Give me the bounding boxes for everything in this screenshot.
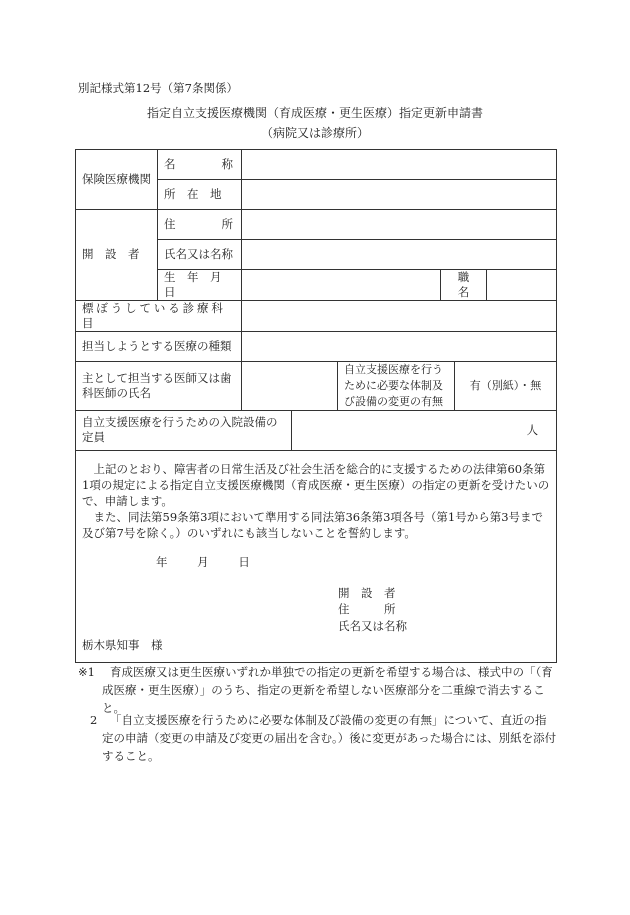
founder-position-label: 職 名 [441, 270, 487, 301]
founder-dob-field[interactable] [242, 270, 441, 301]
founder-name-field[interactable] [242, 240, 557, 270]
institution-name-field[interactable] [242, 150, 557, 180]
declaration-paragraph-1: 上記のとおり、障害者の日常生活及び社会生活を総合的に支援するための法律第60条第1項の規定による指定自立支援医療機関（育成医療・更生医療）の指定の更新を受けたいので、申請します。 [82, 461, 550, 508]
system-change-value[interactable]: 有（別紙）・無 [455, 361, 557, 410]
date-line[interactable] [156, 555, 276, 570]
note-2-mark: 2 [90, 713, 98, 727]
date-month: 月 [197, 554, 209, 569]
founder-name-label: 氏名又は名称 [158, 240, 242, 270]
system-change-label: 自立支援医療を行うために必要な体制及び設備の変更の有無 [338, 361, 455, 410]
applicant-address-label: 住 所 [338, 602, 396, 617]
applicant-name-label: 氏名又は名称 [338, 619, 407, 634]
institution-name-label: 名 称 [158, 150, 242, 180]
declaration-cell [76, 450, 557, 662]
founder-label: 開 設 者 [76, 210, 158, 301]
beds-unit: 人 [526, 422, 539, 437]
founder-address-label: 住 所 [158, 210, 242, 240]
medical-types-field[interactable] [242, 331, 557, 361]
doctor-field[interactable] [242, 361, 338, 410]
institution-address-field[interactable] [242, 180, 557, 210]
note-1 [78, 664, 558, 715]
note-2 [78, 712, 558, 763]
medical-types-label: 担当しようとする医療の種類 [76, 331, 242, 361]
institution-address-label: 所 在 地 [158, 180, 242, 210]
founder-position-field[interactable] [487, 270, 557, 301]
founder-dob-label: 生 年 月 日 [158, 270, 242, 301]
form-number: 別記様式第12号（第7条関係） [78, 81, 238, 95]
note-2-text: 「自立支援医療を行うために必要な体制及び設備の変更の有無」について、直近の指定の申請（変更の申請及び変更の届出を含む。）後に変更があった場合には、別紙を添付すること。 [102, 713, 557, 763]
application-form-table [75, 149, 557, 663]
founder-address-field[interactable] [242, 210, 557, 240]
departments-field[interactable] [242, 300, 557, 331]
beds-label: 自立支援医療を行うための入院設備の定員 [76, 410, 292, 450]
date-day: 日 [238, 554, 250, 569]
note-1-text: 育成医療又は更生医療いずれか単独での指定の更新を希望する場合は、様式中の「（育成医療・更生医療）」のうち、指定の更新を希望しない医療部分を二重線で消去すること。 [102, 665, 553, 715]
document-subtitle: （病院又は診療所） [260, 126, 369, 140]
applicant-founder-label: 開 設 者 [338, 585, 396, 600]
beds-field[interactable] [292, 410, 557, 450]
institution-label: 保険医療機関 [76, 150, 158, 210]
departments-label: 標ぼうしている診療科目 [76, 300, 242, 331]
applicant-block [338, 585, 410, 635]
addressee: 栃木県知事 様 [82, 637, 163, 652]
date-year: 年 [156, 554, 168, 569]
declaration-paragraph-2: また、同法第59条第3項において準用する同法第36条第3項各号（第1号から第3号まで及び第7号を除く。）のいずれにも該当しないことを誓約します。 [82, 510, 544, 541]
doctor-label: 主として担当する医師又は歯科医師の氏名 [76, 361, 242, 410]
document-title: 指定自立支援医療機関（育成医療・更生医療）指定更新申請書 [146, 106, 483, 120]
note-1-mark: ※1 [78, 665, 95, 679]
